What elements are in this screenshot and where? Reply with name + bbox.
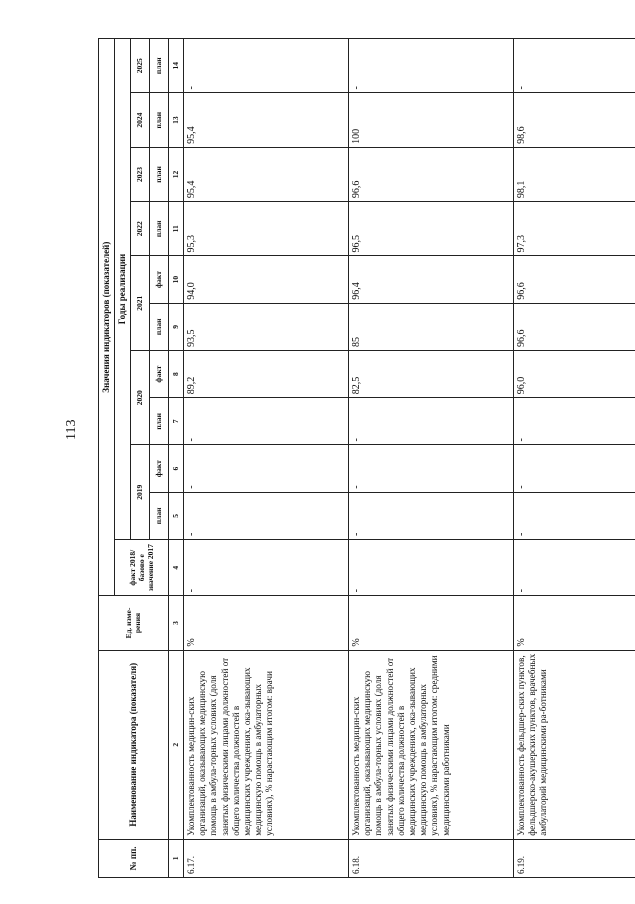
row-value: 98,1	[513, 147, 635, 201]
row-value: -	[183, 492, 348, 539]
row-value: -	[348, 398, 513, 445]
row-value: 98,6	[513, 93, 635, 147]
header-fact-2021: факт	[149, 256, 168, 303]
header-plan-2024: план	[149, 93, 168, 147]
row-unit: %	[513, 596, 635, 650]
column-number: 2	[168, 650, 183, 839]
row-value: -	[348, 39, 513, 94]
column-number: 13	[168, 93, 183, 147]
table-row	[348, 39, 513, 878]
row-value: -	[348, 492, 513, 539]
column-number: 7	[168, 398, 183, 445]
row-value: -	[513, 398, 635, 445]
row-value: -	[183, 398, 348, 445]
row-value: -	[513, 39, 635, 94]
indicator-table-block	[98, 38, 618, 878]
column-number: 11	[168, 202, 183, 256]
row-value: 95,4	[183, 93, 348, 147]
column-number: 10	[168, 256, 183, 303]
row-value: -	[513, 540, 635, 596]
header-plan-2019: план	[149, 492, 168, 539]
row-value: 89,2	[183, 350, 348, 397]
row-unit: %	[348, 596, 513, 650]
row-unit: %	[183, 596, 348, 650]
header-base: факт 2018/базово е значение 2017	[114, 540, 168, 596]
header-fact-2020: факт	[149, 350, 168, 397]
column-number: 12	[168, 147, 183, 201]
header-year-2024: 2024	[130, 93, 149, 147]
header-year-2020: 2020	[130, 350, 149, 445]
row-name: Укомплектованность медицин-ских организаций, оказывающих медицинскую помощь в амбула-торных условиях (доля занятых физическими лицами должностей от общего количества должностей в медицинских учреждениях, ока-зывающих медицинскую помощь в амбулаторных условиях), % нарастающим итогом: средними медицинскими работниками	[348, 650, 513, 839]
row-value: -	[183, 445, 348, 492]
row-value: 96,5	[348, 202, 513, 256]
row-num: 6.17.	[183, 839, 348, 877]
row-num: 6.18.	[348, 839, 513, 877]
column-number-row	[168, 39, 183, 878]
row-value: 96,4	[348, 256, 513, 303]
column-number: 8	[168, 350, 183, 397]
row-value: -	[348, 540, 513, 596]
header-year-2025: 2025	[130, 39, 149, 94]
row-value: 85	[348, 303, 513, 350]
header-values-group: Значения индикаторов (показателей)	[99, 39, 115, 596]
row-value: -	[348, 445, 513, 492]
header-year-2023: 2023	[130, 147, 149, 201]
row-value: 82,5	[348, 350, 513, 397]
header-year-2021: 2021	[130, 256, 149, 351]
column-number: 1	[168, 839, 183, 877]
row-value: 97,3	[513, 202, 635, 256]
row-value: -	[513, 492, 635, 539]
column-number: 6	[168, 445, 183, 492]
row-value: 96,6	[513, 303, 635, 350]
row-value: 95,4	[183, 147, 348, 201]
row-value: 96,6	[513, 256, 635, 303]
row-value: 96,0	[513, 350, 635, 397]
column-number: 14	[168, 39, 183, 94]
header-plan-2022: план	[149, 202, 168, 256]
header-plan-2023: план	[149, 147, 168, 201]
header-year-2022: 2022	[130, 202, 149, 256]
row-value: 100	[348, 93, 513, 147]
column-number: 3	[168, 596, 183, 650]
header-years-group: Годы реализации	[114, 39, 130, 540]
row-value: -	[183, 540, 348, 596]
row-value: 93,5	[183, 303, 348, 350]
header-plan-2020: план	[149, 398, 168, 445]
row-value: -	[513, 445, 635, 492]
header-plan-2021: план	[149, 303, 168, 350]
row-name: Укомплектованность фельдшер-ских пунктов, фельдшерско-акушерских пунктов, врачебных амбулаторий медицинскими ра-ботниками	[513, 650, 635, 839]
indicator-table	[98, 38, 635, 878]
header-fact-2019: факт	[149, 445, 168, 492]
row-value: -	[183, 39, 348, 94]
column-number: 4	[168, 540, 183, 596]
header-plan-2025: план	[149, 39, 168, 94]
header-year-2019: 2019	[130, 445, 149, 540]
table-row	[183, 39, 348, 878]
row-name: Укомплектованность медицин-ских организаций, оказывающих медицинскую помощь в амбула-торных условиях (доля занятых физическими лицами должностей от общего количества должностей в медицинских учреждениях, ока-зывающих медицинскую помощь в амбулаторных условиях), % нарастающим итогом: врачи	[183, 650, 348, 839]
column-number: 9	[168, 303, 183, 350]
row-num: 6.19.	[513, 839, 635, 877]
row-value: 96,6	[348, 147, 513, 201]
row-value: 95,3	[183, 202, 348, 256]
table-row	[513, 39, 635, 878]
header-num: № пп.	[99, 839, 169, 877]
column-number: 5	[168, 492, 183, 539]
page-number: 113	[64, 419, 79, 440]
header-name: Наименование индикатора (показателя)	[99, 650, 169, 839]
header-unit: Ед. изме-рения	[99, 596, 169, 650]
row-value: 94,0	[183, 256, 348, 303]
